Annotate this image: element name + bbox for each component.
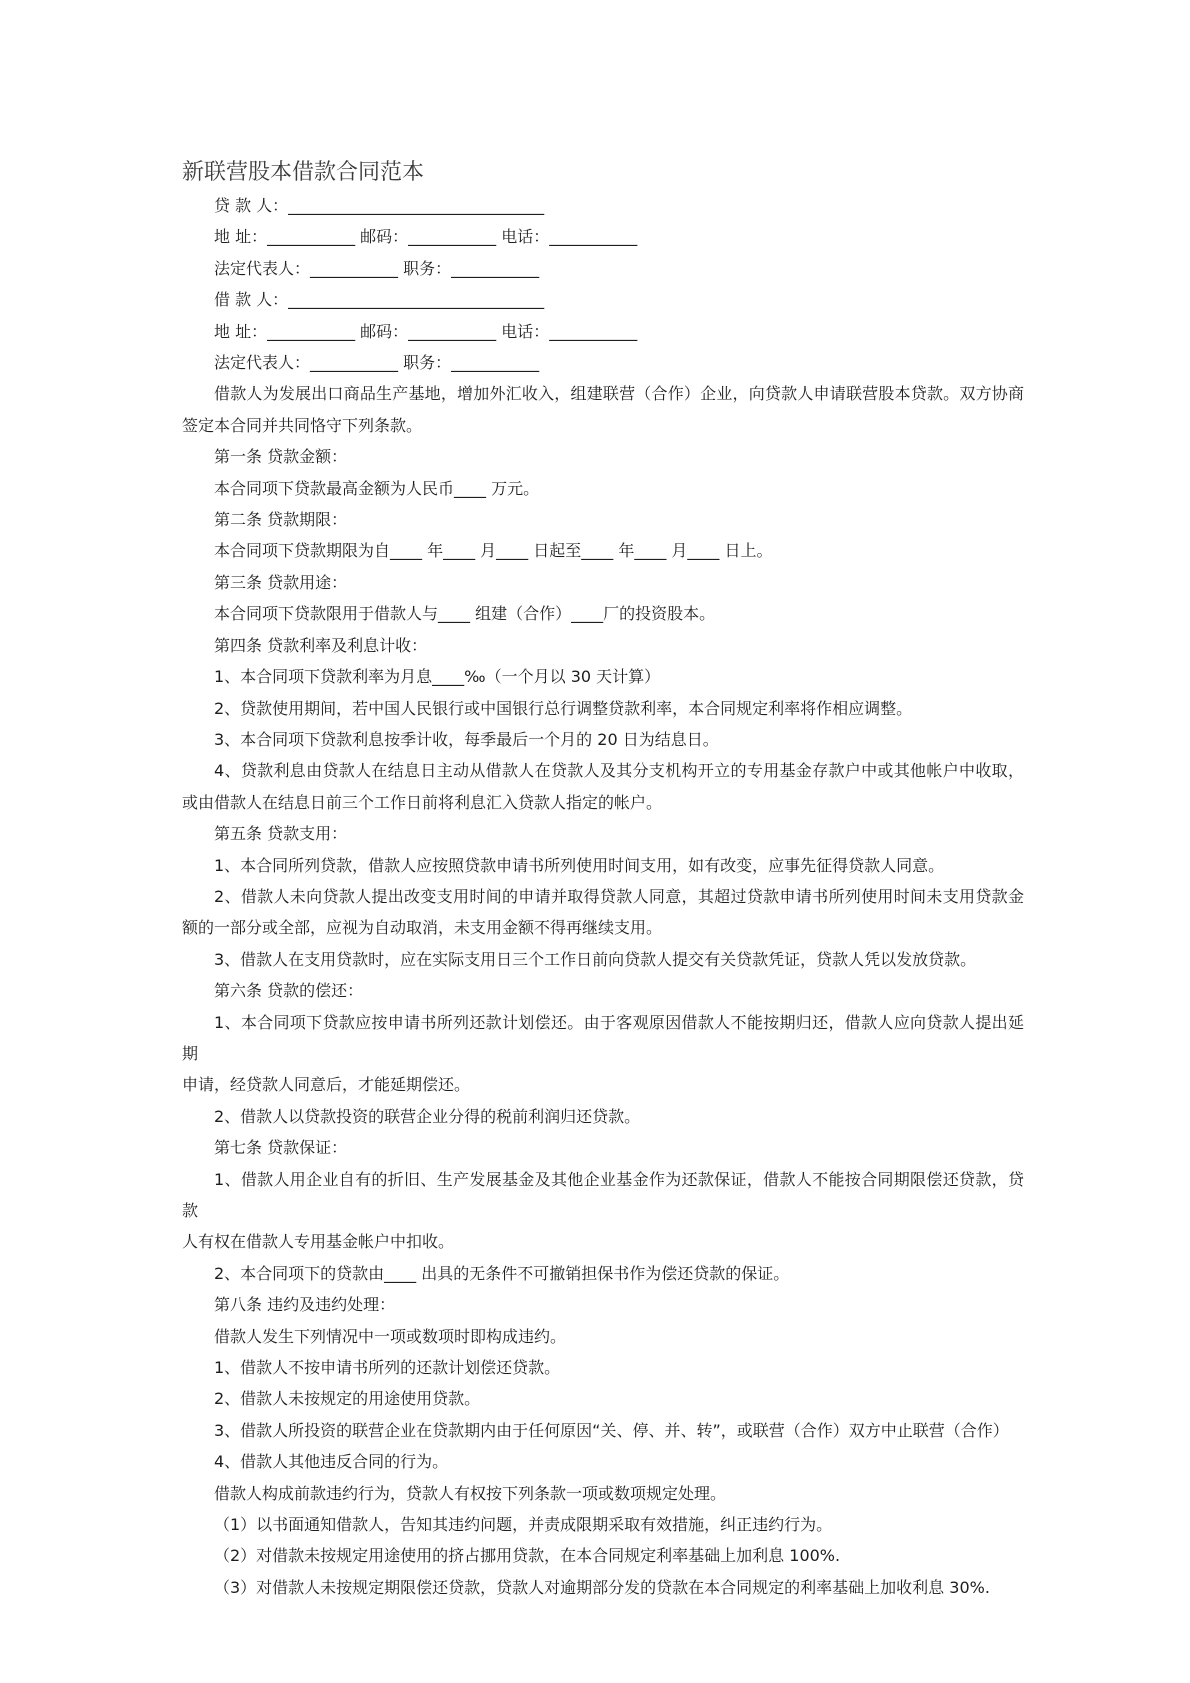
- article-2-heading: 第二条 贷款期限：: [214, 510, 348, 530]
- article-5-clause-1: 1、本合同所列贷款，借款人应按照贷款申请书所列使用时间支用，如有改变，应事先征得贷款人同意。: [214, 855, 945, 875]
- article-6-clause-1: [182, 1007, 1024, 1101]
- article-1-clause-1: 本合同项下贷款最高金额为人民币____ 万元。: [214, 478, 540, 498]
- article-4: [182, 630, 1024, 818]
- article-8-remedy-intro: 借款人构成前款违约行为，贷款人有权按下列条款一项或数项规定处理。: [214, 1483, 727, 1503]
- article-8-remedy-3: （3）对借款人未按规定期限偿还贷款，贷款人对逾期部分发的贷款在本合同规定的利率基础上加收利息 30%.: [214, 1577, 990, 1597]
- article-7-clause-1: [182, 1164, 1024, 1258]
- article-8-clause-1: 1、借款人不按申请书所列的还款计划偿还贷款。: [214, 1358, 561, 1378]
- article-8-clause-2: 2、借款人未按规定的用途使用贷款。: [214, 1389, 481, 1409]
- article-8-remedy-1: （1）以书面通知借款人，告知其违约问题，并责成限期采取有效措施，纠正违约行为。: [214, 1515, 833, 1535]
- article-4-clause-3: 3、本合同项下贷款利息按季计收，每季最后一个月的 20 日为结息日。: [214, 729, 719, 749]
- preamble-line: 借款人为发展出口商品生产基地，增加外汇收入，组建联营（合作）企业，向贷款人申请联营股本贷款。双方协商: [214, 384, 1024, 404]
- document-title: 新联营股本借款合同范本: [182, 160, 425, 185]
- article-5-clause-3: 3、借款人在支用贷款时，应在实际支用日三个工作日前向贷款人提交有关贷款凭证，贷款人凭以发放贷款。: [214, 949, 977, 969]
- document-body: [182, 190, 1024, 1603]
- document-content: [182, 158, 1024, 1603]
- lender-name-line: 贷 款 人：________________________________: [214, 196, 545, 215]
- article-6-heading: 第六条 贷款的偿还：: [214, 981, 364, 1001]
- article-1-heading: 第一条 贷款金额：: [214, 447, 348, 467]
- article-8: [182, 1289, 1024, 1603]
- borrower-representative-line: 法定代表人：___________ 职务：___________: [214, 353, 540, 373]
- clause-line: 1、借款人用企业自有的折旧、生产发展基金及其他企业基金作为还款保证，借款人不能按合同期限偿还贷款，贷款: [182, 1169, 1024, 1220]
- article-4-heading: 第四条 贷款利率及利息计收：: [214, 635, 428, 655]
- borrower-contact-line: 地 址：___________ 邮码：___________ 电话：___________: [214, 321, 638, 341]
- party-info: [182, 190, 1024, 378]
- article-8-clause-3: 3、借款人所投资的联营企业在贷款期内由于任何原因“关、停、并、转”，或联营（合作）双方中止联营（合作）: [214, 1420, 1009, 1440]
- article-6-clause-2: 2、借款人以贷款投资的联营企业分得的税前利润归还贷款。: [214, 1106, 641, 1126]
- borrower-name-line: 借 款 人：________________________________: [214, 290, 545, 310]
- article-6: [182, 975, 1024, 1132]
- clause-line: 1、本合同项下贷款应按申请书所列还款计划偿还。由于客观原因借款人不能按期归还，借款人应向贷款人提出延期: [182, 1012, 1024, 1063]
- article-7-heading: 第七条 贷款保证：: [214, 1138, 348, 1158]
- article-7-clause-2: 2、本合同项下的贷款由____ 出具的无条件不可撤销担保书作为偿还贷款的保证。: [214, 1263, 790, 1283]
- article-5-clause-2: [182, 881, 1024, 944]
- article-4-clause-1: 1、本合同项下贷款利率为月息____‰（一个月以 30 天计算）: [214, 667, 661, 687]
- article-4-clause-2: 2、贷款使用期间，若中国人民银行或中国银行总行调整贷款利率，本合同规定利率将作相应调整。: [214, 698, 913, 718]
- clause-line: 或由借款人在结息日前三个工作日前将利息汇入贷款人指定的帐户。: [182, 792, 663, 812]
- lender-contact-line: 地 址：___________ 邮码：___________ 电话：___________: [214, 227, 638, 247]
- article-7: [182, 1132, 1024, 1289]
- clause-line: 人有权在借款人专用基金帐户中扣收。: [182, 1232, 455, 1252]
- article-8-remedy-2: （2）对借款未按规定用途使用的挤占挪用贷款，在本合同规定利率基础上加利息 100%.: [214, 1546, 841, 1566]
- clause-line: 额的一部分或全部，应视为自动取消，未支用金额不得再继续支用。: [182, 918, 663, 938]
- preamble: [182, 378, 1024, 441]
- lender-representative-line: 法定代表人：___________ 职务：___________: [214, 258, 540, 278]
- article-3-heading: 第三条 贷款用途：: [214, 572, 348, 592]
- article-3: [182, 567, 1024, 630]
- article-2-clause-1: 本合同项下贷款期限为自____ 年____ 月____ 日起至____ 年____ 月____ 日上。: [214, 541, 773, 561]
- article-5-heading: 第五条 贷款支用：: [214, 824, 348, 844]
- article-3-clause-1: 本合同项下贷款限用于借款人与____ 组建（合作）____厂的投资股本。: [214, 604, 716, 624]
- clause-line: 申请，经贷款人同意后，才能延期偿还。: [182, 1075, 471, 1095]
- clause-line: 4、贷款利息由贷款人在结息日主动从借款人在贷款人及其分支机构开立的专用基金存款户中或其他帐户中收取，: [214, 761, 1024, 781]
- article-8-clause-intro: 借款人发生下列情况中一项或数项时即构成违约。: [214, 1326, 567, 1346]
- clause-line: 2、借款人未向贷款人提出改变支用时间的申请并取得贷款人同意，其超过贷款申请书所列使用时间未支用贷款金: [214, 886, 1024, 906]
- article-4-clause-4: [182, 755, 1024, 818]
- article-2: [182, 504, 1024, 567]
- article-8-clause-4: 4、借款人其他违反合同的行为。: [214, 1452, 449, 1472]
- preamble-line: 签定本合同并共同恪守下列条款。: [182, 415, 423, 435]
- article-5: [182, 818, 1024, 975]
- article-8-heading: 第八条 违约及违约处理：: [214, 1295, 396, 1315]
- article-1: [182, 441, 1024, 504]
